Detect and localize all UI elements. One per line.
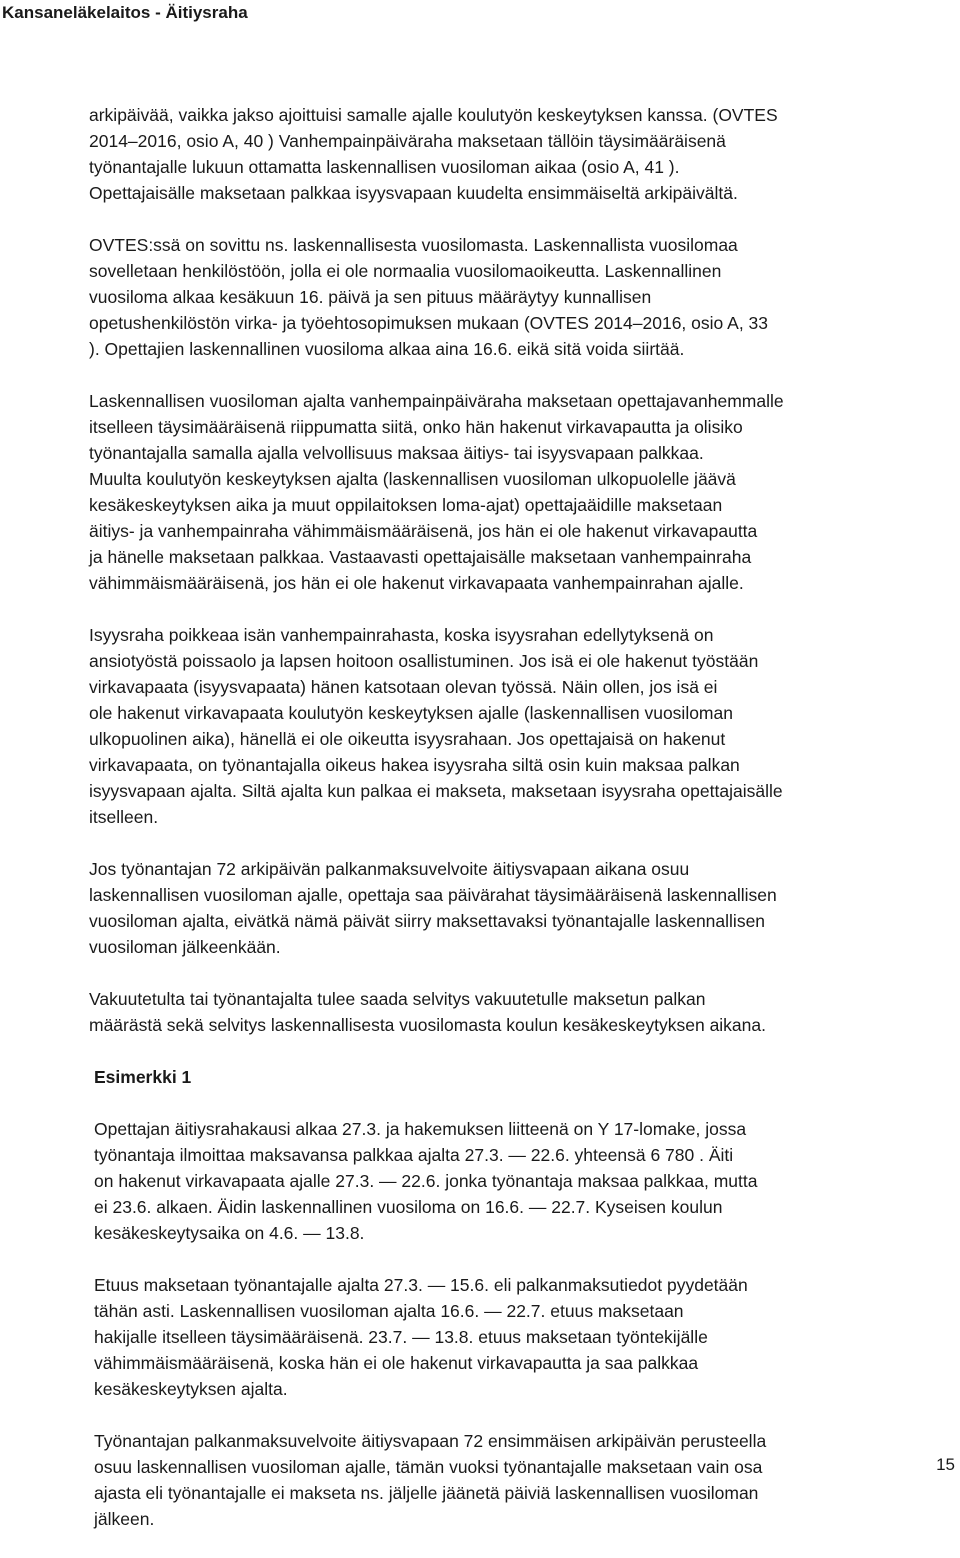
header-title: Kansaneläkelaitos - Äitiysraha	[2, 3, 248, 22]
text-line: vuosiloma alkaa kesäkuun 16. päivä ja sen pituus määräytyy kunnallisen	[89, 287, 652, 307]
text-line: arkipäivää, vaikka jakso ajoittuisi samalle ajalle koulutyön keskeytyksen kanssa. (OVTES	[89, 105, 778, 125]
text-line: vähimmäismääräisenä, jos hän ei ole hakenut virkavapaata vanhempainrahan ajalle.	[89, 573, 744, 593]
text-line: työnantajalle lukuun ottamatta laskennallisen vuosiloman aikaa (osio A, 41 ).	[89, 157, 680, 177]
text-line: Jos työnantajan 72 arkipäivän palkanmaksuvelvoite äitiysvapaan aikana osuu	[89, 859, 690, 879]
text-line: hakijalle itselleen täysimääräisenä. 23.7. — 13.8. etuus maksetaan työntekijälle	[94, 1327, 708, 1347]
document-header	[0, 0, 960, 26]
paragraph	[94, 1116, 957, 1246]
paragraph	[89, 232, 957, 362]
text-line: isyysvapaan ajalta. Siltä ajalta kun palkaa ei makseta, maksetaan isyysraha opettajaisälle	[89, 781, 783, 801]
text-line: itselleen täysimääräisenä riippumatta siitä, onko hän hakenut virkavapautta ja olisiko	[89, 417, 743, 437]
text-line: työnantajalla samalla ajalla velvollisuus maksaa äitiys- tai isyysvapaan palkkaa.	[89, 443, 704, 463]
text-line: Työnantajan palkanmaksuvelvoite äitiysvapaan 72 ensimmäisen arkipäivän perusteella	[94, 1431, 767, 1451]
document-body	[89, 102, 957, 1558]
paragraph	[89, 622, 957, 830]
text-line: Etuus maksetaan työnantajalle ajalta 27.3. — 15.6. eli palkanmaksutiedot pyydetään	[94, 1275, 748, 1295]
text-line: Opettajaisälle maksetaan palkkaa isyysvapaan kuudelta ensimmäiseltä arkipäivältä.	[89, 183, 738, 203]
text-line: ja hänelle maksetaan palkkaa. Vastaavasti opettajaisälle maksetaan vanhempainraha	[89, 547, 752, 567]
paragraph	[89, 102, 957, 206]
text-line: Muulta koulutyön keskeytyksen ajalta (laskennallisen vuosiloman ulkopuolelle jäävä	[89, 469, 736, 489]
text-line: kesäkeskeytyksen ajalta.	[94, 1379, 288, 1399]
text-line: virkavapaata, on työnantajalla oikeus hakea isyysraha siltä osin kuin maksaa palkan	[89, 755, 740, 775]
text-line: ole hakenut virkavapaata koulutyön keskeytyksen ajalle (laskennallisen vuosiloman	[89, 703, 733, 723]
text-line: vähimmäismääräisenä, koska hän ei ole hakenut virkavapautta ja saa palkkaa	[94, 1353, 699, 1373]
text-line: ajasta eli työnantajalle ei makseta ns. jäljelle jäänetä päiviä laskennallisen vuosiloman	[94, 1483, 759, 1503]
text-line: ulkopuolinen aika), hänellä ei ole oikeutta isyysrahaan. Jos opettajaisä on hakenut	[89, 729, 726, 749]
text-line: itselleen.	[89, 807, 159, 827]
text-line: vuosiloman ajalta, eivätkä nämä päivät siirry maksettavaksi työnantajalle laskennallisen	[89, 911, 766, 931]
text-line: on hakenut virkavapaata ajalle 27.3. — 22.6. jonka työnantaja maksaa palkkaa, mutta	[94, 1171, 758, 1191]
text-line: määrästä sekä selvitys laskennallisesta vuosilomasta koulun kesäkeskeytyksen aikana.	[89, 1015, 766, 1035]
text-line: kesäkeskeytyksen aika ja muut oppilaitoksen loma-ajat) opettajaäidille maksetaan	[89, 495, 723, 515]
text-line: tähän asti. Laskennallisen vuosiloman ajalta 16.6. — 22.7. etuus maksetaan	[94, 1301, 684, 1321]
text-line: 2014–2016, osio A, 40 ) Vanhempainpäiväraha maksetaan tällöin täysimääräisenä	[89, 131, 726, 151]
paragraph	[89, 856, 957, 960]
text-line: sovelletaan henkilöstöön, jolla ei ole normaalia vuosilomaoikeutta. Laskennallinen	[89, 261, 722, 281]
text-line: työnantaja ilmoittaa maksavansa palkkaa ajalta 27.3. — 22.6. yhteensä 6 780 . Äiti	[94, 1145, 734, 1165]
text-line: virkavapaata (isyysvapaata) hänen katsotaan olevan työssä. Näin ollen, jos isä ei	[89, 677, 718, 697]
paragraph	[94, 1428, 957, 1532]
text-line: ei 23.6. alkaen. Äidin laskennallinen vuosiloma on 16.6. — 22.7. Kyseisen koulun	[94, 1197, 723, 1217]
text-line: ansiotyöstä poissaolo ja lapsen hoitoon osallistuminen. Jos isä ei ole hakenut työstään	[89, 651, 759, 671]
text-line: äitiys- ja vanhempainraha vähimmäismääräisenä, jos hän ei ole hakenut virkavapautta	[89, 521, 758, 541]
text-line: Laskennallisen vuosiloman ajalta vanhempainpäiväraha maksetaan opettajavanhemmalle	[89, 391, 784, 411]
text-line: Vakuutetulta tai työnantajalta tulee saada selvitys vakuutetulle maksetun palkan	[89, 989, 706, 1009]
text-line: OVTES:ssä on sovittu ns. laskennallisesta vuosilomasta. Laskennallista vuosilomaa	[89, 235, 738, 255]
text-line: jälkeen.	[94, 1509, 155, 1529]
example-heading: Esimerkki 1	[94, 1067, 192, 1087]
text-line: kesäkeskeytysaika on 4.6. — 13.8.	[94, 1223, 365, 1243]
paragraph	[89, 986, 957, 1038]
text-line: vuosiloman jälkeenkään.	[89, 937, 281, 957]
text-line: opetushenkilöstön virka- ja työehtosopimuksen mukaan (OVTES 2014–2016, osio A, 33	[89, 313, 769, 333]
text-line: ). Opettajien laskennallinen vuosiloma alkaa aina 16.6. eikä sitä voida siirtää.	[89, 339, 685, 359]
page-number: 15	[936, 1455, 955, 1474]
text-line: osuu laskennallisen vuosiloman ajalle, tämän vuoksi työnantajalle maksetaan vain osa	[94, 1457, 763, 1477]
paragraph	[89, 388, 957, 596]
paragraph	[94, 1272, 957, 1402]
text-line: Opettajan äitiysrahakausi alkaa 27.3. ja hakemuksen liitteenä on Y 17-lomake, jossa	[94, 1119, 747, 1139]
text-line: Isyysraha poikkeaa isän vanhempainrahasta, koska isyysrahan edellytyksenä on	[89, 625, 714, 645]
text-line: laskennallisen vuosiloman ajalle, opettaja saa päivärahat täysimääräisenä laskennallisen	[89, 885, 777, 905]
